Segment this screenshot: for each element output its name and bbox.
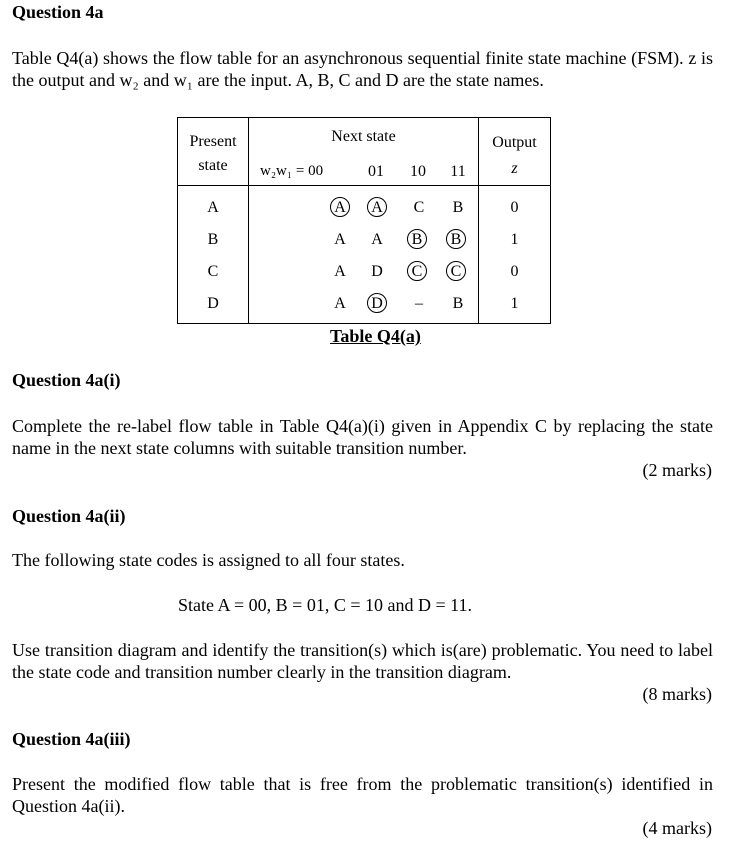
present-state-d: D	[207, 295, 219, 312]
next-state-header: Next state	[331, 128, 396, 145]
next-state-cell: B	[452, 199, 464, 216]
question-4ai-marks: (2 marks)	[642, 460, 712, 480]
question-4aii-state-codes: State A = 00, B = 01, C = 10 and D = 11.	[178, 595, 472, 615]
input-col-11: 11	[450, 163, 466, 180]
question-4a-heading: Question 4a	[12, 2, 104, 22]
table-header-divider-left	[177, 185, 249, 186]
question-4aiii-marks: (4 marks)	[642, 818, 712, 838]
next-state-cell: C	[413, 199, 425, 216]
next-state-cell: A	[334, 231, 346, 248]
question-4ai-text: Complete the re-label flow table in Table Q4(a)(i) given in Appendix C by replacing the state name in the next state columns with suitable transition number.	[12, 416, 713, 458]
flow-table	[177, 117, 551, 324]
question-4a-intro: Table Q4(a) shows the flow table for an asynchronous sequential finite state machine (FSM). z is the output and w₂ and w₁ are the input. A, B, C and D are the state names.	[12, 48, 713, 90]
table-header-divider-right	[478, 185, 551, 186]
question-4aiii-text: Present the modified flow table that is free from the problematic transition(s) identified in Question 4a(ii).	[12, 774, 713, 816]
question-4ai-heading: Question 4a(i)	[12, 370, 121, 390]
next-state-cell: A	[334, 263, 346, 280]
input-label-00: w₂w₁ = 00	[260, 163, 324, 179]
next-state-cell: A	[334, 295, 346, 312]
input-col-10: 10	[410, 163, 426, 180]
input-col-01: 01	[368, 163, 384, 180]
next-state-cell: C	[411, 263, 423, 280]
question-4aii-heading: Question 4a(ii)	[12, 506, 126, 526]
present-header-line1: Present	[189, 133, 237, 150]
present-state-a: A	[207, 199, 219, 216]
next-state-cell: A	[371, 199, 383, 216]
next-state-cell: D	[371, 295, 383, 312]
output-header: Output	[492, 134, 537, 151]
next-state-cell: C	[450, 263, 462, 280]
question-4aii-text2: Use transition diagram and identify the transition(s) which is(are) problematic. You need to label the state code and transition number clearly in the transition diagram.	[12, 640, 713, 682]
next-state-cell: A	[371, 231, 383, 248]
next-state-cell: A	[334, 199, 346, 216]
output-cell: 0	[510, 199, 519, 216]
output-cell: 1	[510, 295, 519, 312]
next-state-cell: B	[452, 295, 464, 312]
output-variable: z	[511, 160, 518, 177]
present-state-b: B	[207, 231, 219, 248]
next-state-cell: B	[411, 231, 423, 248]
present-header-line2: state	[198, 157, 228, 174]
question-4aii-marks: (8 marks)	[642, 684, 712, 704]
table-caption: Table Q4(a)	[330, 326, 421, 346]
output-cell: 0	[510, 263, 519, 280]
present-state-c: C	[207, 263, 219, 280]
next-state-cell: B	[450, 231, 462, 248]
question-4aii-text1: The following state codes is assigned to all four states.	[12, 550, 405, 570]
question-4aiii-heading: Question 4a(iii)	[12, 729, 131, 749]
table-header-divider-mid	[248, 185, 479, 186]
output-cell: 1	[510, 231, 519, 248]
next-state-cell: –	[415, 295, 423, 312]
next-state-cell: D	[371, 263, 383, 280]
